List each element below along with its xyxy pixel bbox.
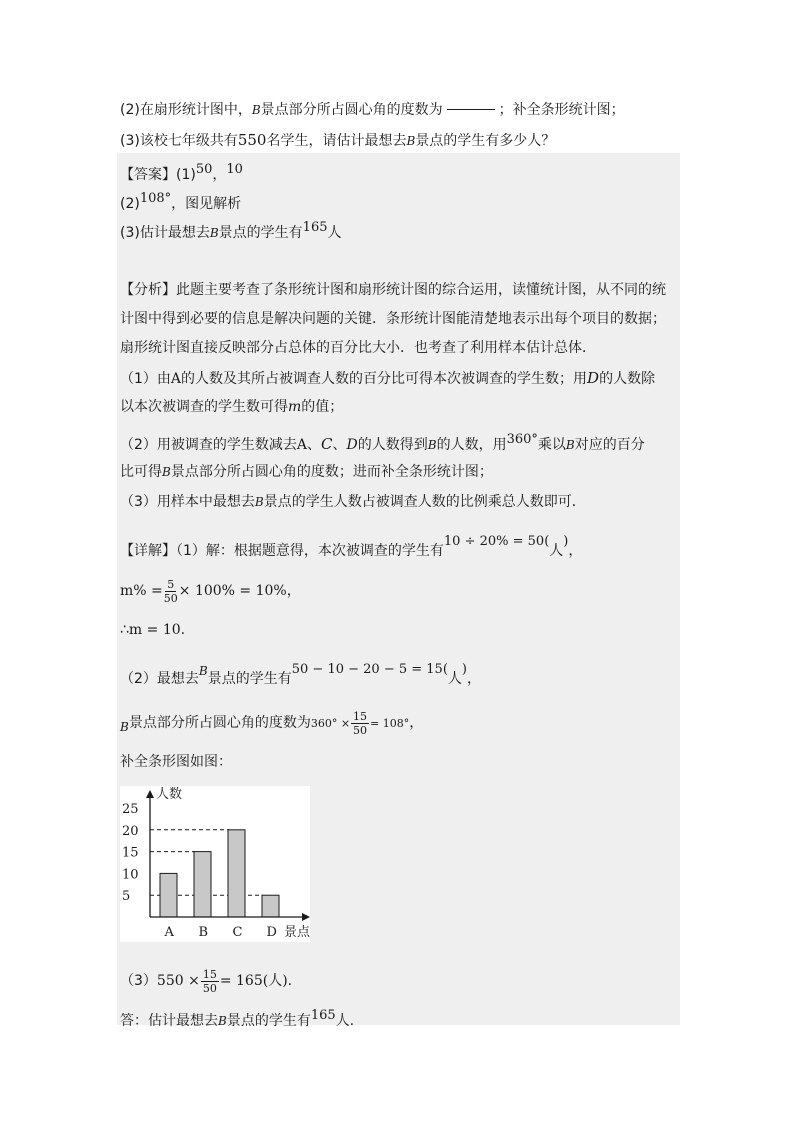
frac-num: 5 — [167, 577, 175, 591]
detail-q2 — [120, 660, 481, 689]
q3-prefix: (3)该校七年级共有 — [120, 133, 238, 149]
analysis-point-2-cont — [120, 462, 493, 482]
frac-den: 50 — [353, 723, 368, 737]
answer-line2-val: 108° — [139, 191, 172, 206]
frac-num: 15 — [202, 967, 217, 981]
var-b: B — [218, 1014, 227, 1028]
var-b: B — [162, 465, 171, 479]
chart-background — [120, 786, 310, 942]
bar-chart — [120, 786, 320, 942]
x-tick-label: A — [164, 925, 174, 940]
angle-post: = 108° — [370, 717, 410, 730]
answer-line-1 — [120, 160, 243, 185]
answer-line3-prefix: (3)估计最想去 — [120, 225, 210, 241]
y-tick-label: 25 — [122, 802, 139, 817]
analysis-point-1-cont — [120, 397, 343, 417]
p2-d: 乘以 — [537, 437, 566, 453]
var-b: B — [209, 226, 219, 240]
answer-line-3 — [120, 218, 342, 243]
y-axis-label: 人数 — [156, 787, 183, 802]
question-3 — [120, 130, 555, 151]
y-tick-label: 20 — [122, 823, 139, 839]
detail-q3 — [120, 966, 292, 996]
therefore-symbol: ∴ — [120, 622, 129, 638]
p3-b: 景点的学生人数占被调查人数的比例乘总人数即可． — [263, 494, 586, 510]
p2-sep: 、 — [332, 437, 347, 453]
x-tick-label: B — [198, 925, 209, 940]
q3-post: = 165( — [219, 973, 269, 989]
q3-pre: 550 × — [156, 973, 200, 989]
detail-therefore — [120, 620, 185, 640]
p2-a: （2）用被调查的学生数减去 — [120, 437, 297, 453]
final-num: 165 — [310, 1008, 336, 1023]
fraction-15-50 — [351, 710, 369, 737]
question-2 — [120, 100, 625, 120]
p1-line2-a: 以本次被调查的学生数可得 — [120, 399, 288, 415]
p2-line2-a: 比可得 — [120, 464, 162, 480]
paren-close: ). — [282, 973, 293, 989]
var-b: B — [251, 103, 261, 117]
var-d: D — [587, 369, 600, 387]
p1-line2-b: 的值； — [301, 399, 344, 415]
y-tick-label: 5 — [122, 889, 131, 905]
answer-line-2 — [120, 189, 241, 214]
analysis-line-1: 【分析】此题主要考查了条形统计图和扇形统计图的综合运用，读懂统计图，从不同的统 — [120, 282, 666, 298]
unit: 人 — [549, 543, 564, 559]
p3-a: （3）用样本中最想去 — [120, 494, 255, 510]
unit: 人 — [268, 973, 283, 989]
var-a: A — [296, 437, 308, 453]
fraction-5-50 — [164, 578, 178, 605]
q2-suffix: ；补全条形统计图； — [498, 102, 625, 118]
p2-b: 的人数得到 — [357, 437, 428, 453]
fraction-15-50 — [201, 968, 219, 995]
answer-line2-suffix: ，图见解析 — [171, 196, 242, 212]
x-tick-label: C — [232, 925, 243, 940]
q2-expr: 50 − 10 − 20 − 5 = 15( — [291, 662, 448, 677]
final-b: 景点的学生有 — [226, 1013, 311, 1029]
p2-deg: 360° — [506, 432, 538, 447]
bar-A — [160, 873, 177, 917]
detail-label: 【详解】（1）解：根据题意得，本次被调查的学生有 — [120, 543, 444, 559]
var-b: B — [120, 720, 129, 734]
q3-num: 550 — [237, 131, 267, 149]
var-b: B — [427, 438, 437, 452]
detail-angle — [120, 708, 423, 742]
detail-m-equation — [120, 576, 301, 606]
var-d: D — [346, 437, 358, 453]
var-b: B — [406, 134, 416, 148]
var-b: B — [565, 438, 575, 452]
answer-line3-num: 165 — [302, 220, 328, 235]
analysis-line-2: 计图中得到必要的信息是解决问题的关键．条形统计图能清楚地表示出每个项目的数据； — [120, 311, 666, 327]
q2-b: 景点的学生有 — [207, 671, 292, 687]
var-b: B — [198, 664, 208, 678]
angle-pre: 360° × — [310, 717, 351, 730]
analysis-point-1 — [120, 368, 655, 389]
final-a: 答：估计最想去 — [120, 1013, 218, 1029]
q3-mid: 名学生，请估计最想去 — [266, 133, 407, 149]
answer-v2: 10 — [226, 162, 243, 177]
frac-den: 50 — [163, 591, 178, 605]
analysis-line-3: 扇形统计图直接反映部分占总体的百分比大小．也考查了利用样本估计总体． — [120, 340, 596, 356]
comma: ， — [286, 583, 301, 599]
unit: 人 — [447, 671, 462, 687]
p2-c: 的人数，用 — [436, 437, 507, 453]
paren-close: ) — [563, 534, 569, 549]
final-c: 人. — [335, 1013, 355, 1029]
bar-D — [262, 895, 279, 917]
detail-line-1 — [120, 532, 582, 561]
y-tick-label: 15 — [122, 845, 139, 861]
bar-C — [228, 830, 245, 917]
comma: ， — [466, 671, 481, 687]
bar-B — [194, 852, 211, 917]
frac-num: 15 — [353, 709, 368, 723]
answer-v1: 50 — [195, 162, 213, 177]
var-c: C — [321, 435, 333, 453]
q3-suffix: 景点的学生有多少人？ — [415, 133, 556, 149]
m-eq: m = 10 — [128, 622, 181, 638]
analysis-point-3 — [120, 492, 586, 512]
p1-b: 的人数及其所占被调查人数的百分比可得本次被调查的学生数；用 — [181, 371, 588, 387]
x-axis-label: 景点 — [284, 925, 311, 940]
q3-a: （3） — [120, 973, 157, 989]
detail-fill-chart: 补全条形图如图： — [120, 754, 232, 770]
q2-a: （2）最想去 — [120, 671, 199, 687]
p2-sep: 、 — [307, 437, 322, 453]
period: . — [180, 622, 186, 638]
paren-close: ) — [461, 662, 467, 677]
frac-den: 50 — [202, 981, 217, 995]
p1-a: （1）由 — [120, 371, 171, 387]
answer-label: 【答案】(1) — [120, 167, 196, 183]
answer-line3-mid: 景点的学生有 — [218, 225, 303, 241]
var-m: m — [288, 399, 302, 415]
m-rhs: × 100% = 10% — [178, 583, 287, 599]
angle-text: 景点部分所占圆心角的度数为 — [128, 715, 311, 731]
expr1: 10 ÷ 20% = 50( — [443, 534, 550, 549]
answer-line3-suffix: 人 — [327, 225, 342, 241]
answer-sep: ， — [212, 167, 227, 183]
m-lhs: m% = — [120, 583, 163, 599]
var-a: A — [170, 371, 182, 387]
x-tick-label: D — [266, 925, 277, 940]
comma: ， — [568, 543, 583, 559]
y-tick-label: 10 — [122, 867, 139, 883]
p2-e: 对应的百分 — [574, 437, 645, 453]
p1-c: 的人数除 — [599, 371, 656, 387]
q2-prefix: (2)在扇形统计图中， — [120, 102, 252, 118]
comma: ， — [409, 715, 424, 731]
answer-blank — [447, 109, 495, 110]
answer-line2-prefix: (2) — [120, 196, 140, 212]
q2-mid: 景点部分所占圆心角的度数为 — [260, 102, 443, 118]
final-answer — [120, 1006, 354, 1031]
p2-line2-b: 景点部分所占圆心角的度数；进而补全条形统计图； — [170, 464, 493, 480]
analysis-point-2 — [120, 430, 645, 455]
var-b: B — [254, 495, 264, 509]
